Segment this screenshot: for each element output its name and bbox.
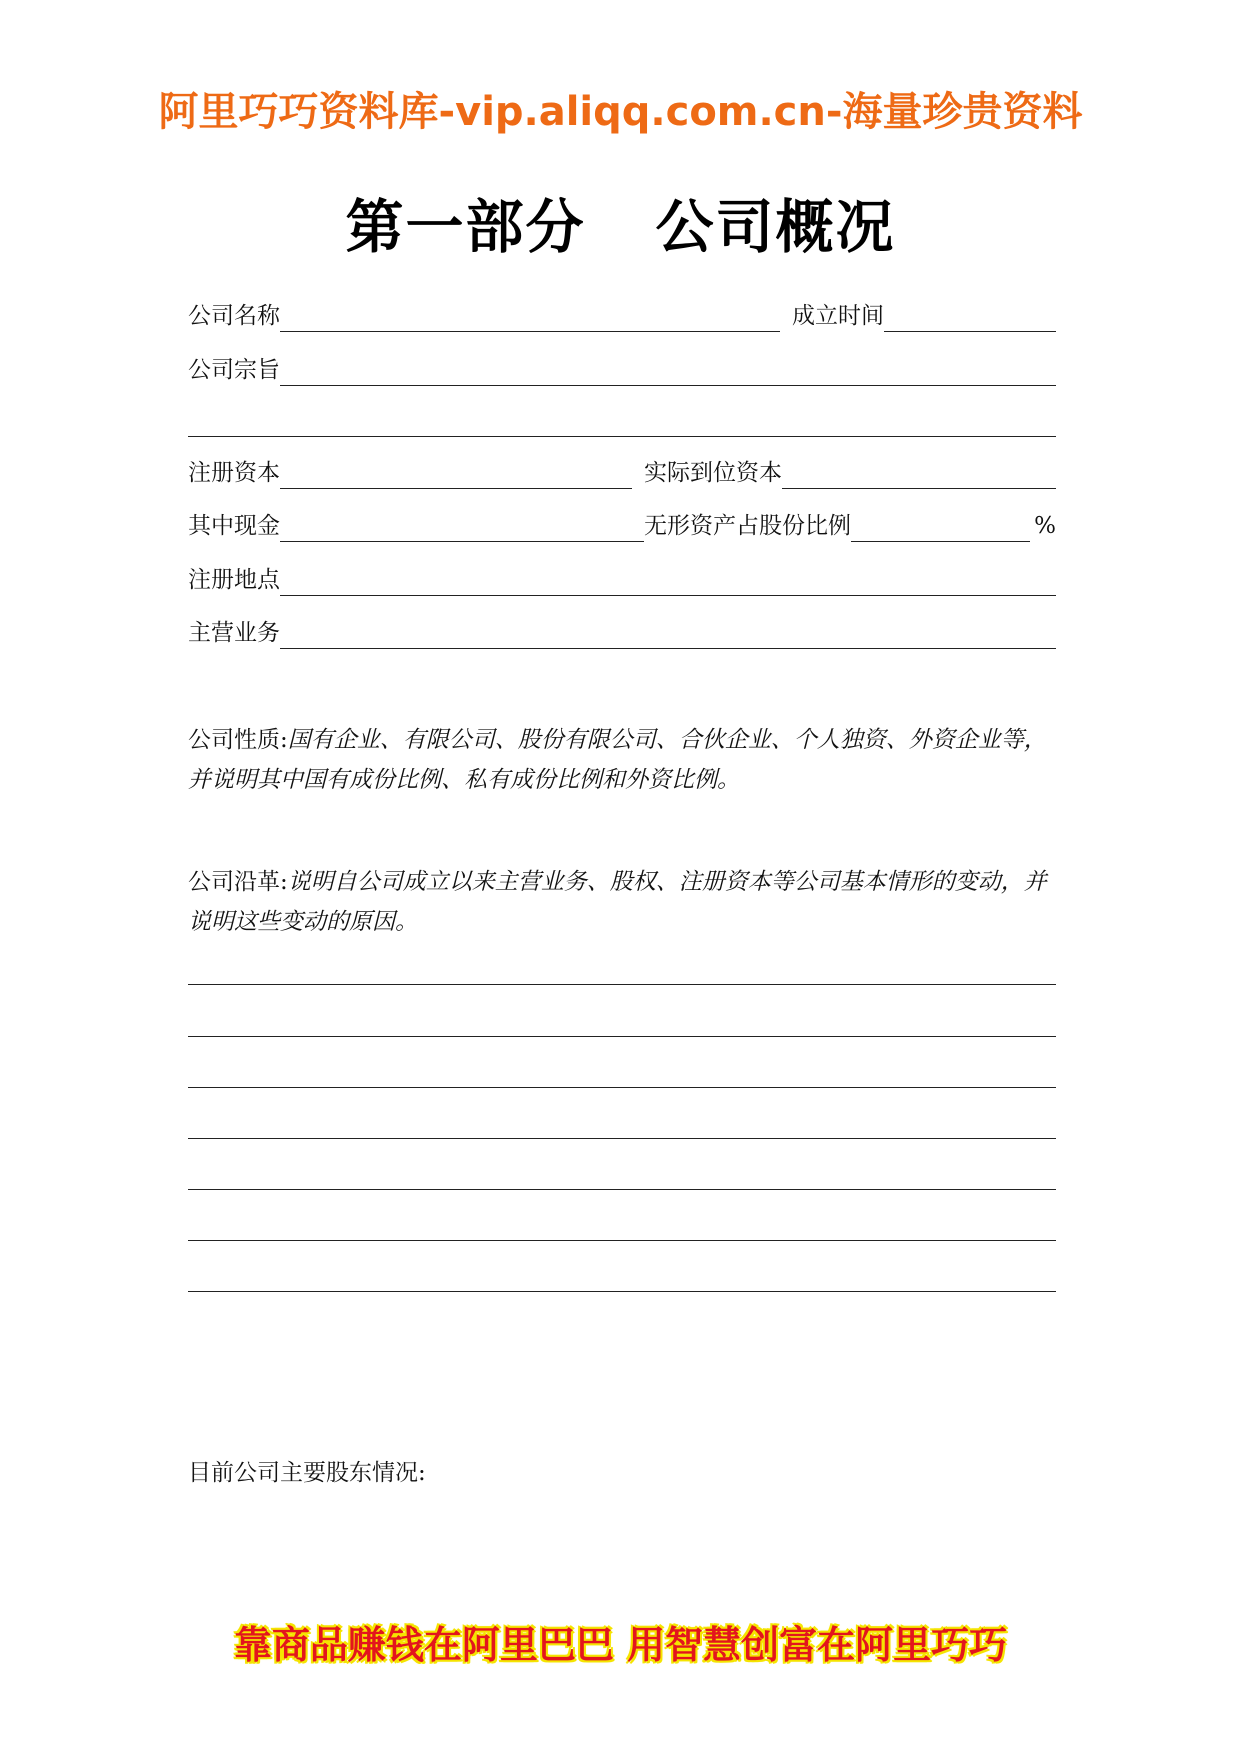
intangible-ratio-label: 无形资产占股份比例 (644, 513, 851, 539)
header-banner: 阿里巧巧资料库-vip.aliqq.com.cn-海量珍贵资料 (158, 89, 1083, 135)
company-name-field[interactable] (280, 305, 780, 332)
company-name-label: 公司名称 (188, 303, 280, 329)
row-address (188, 562, 1056, 596)
founded-field[interactable] (884, 305, 1056, 332)
shareholders-label: 目前公司主要股东情况: (188, 1460, 426, 1486)
row-cash (188, 508, 1056, 542)
paid-capital-label: 实际到位资本 (644, 460, 782, 486)
registered-address-field[interactable] (280, 569, 1056, 596)
main-business-field[interactable] (280, 622, 1056, 649)
history-line[interactable] (188, 1036, 1056, 1037)
history-line[interactable] (188, 1138, 1056, 1139)
row-purpose (188, 352, 1056, 386)
nature-label: 公司性质: (188, 727, 288, 753)
history-line[interactable] (188, 1291, 1056, 1292)
row-business (188, 615, 1056, 649)
history-line[interactable] (188, 984, 1056, 985)
registered-capital-field[interactable] (280, 462, 632, 489)
title-part: 第一部分 (345, 193, 586, 261)
cash-label: 其中现金 (188, 513, 280, 539)
nature-text: 国有企业、有限公司、股份有限公司、合伙企业、个人独资、外资企业等，并说明其中国有成份比例、私有成份比例和外资比例。 (188, 727, 1047, 793)
history-text: 说明自公司成立以来主营业务、股权、注册资本等公司基本情形的变动，并说明这些变动的原因。 (188, 869, 1047, 935)
company-nature (188, 720, 1068, 800)
main-business-label: 主营业务 (188, 620, 280, 646)
founded-label: 成立时间 (792, 303, 884, 329)
registered-capital-label: 注册资本 (188, 460, 280, 486)
history-line[interactable] (188, 1189, 1056, 1190)
company-history (188, 862, 1068, 942)
history-label: 公司沿革: (188, 869, 288, 895)
percent-sign: % (1034, 513, 1056, 539)
purpose-field-continued[interactable] (188, 436, 1056, 437)
title-name: 公司概况 (655, 193, 896, 261)
row-capital (188, 455, 1056, 489)
page-title (0, 180, 1241, 264)
row-company-name (188, 298, 1056, 332)
history-line[interactable] (188, 1087, 1056, 1088)
history-line[interactable] (188, 1240, 1056, 1241)
paid-capital-field[interactable] (782, 462, 1056, 489)
intangible-ratio-field[interactable] (851, 515, 1030, 542)
purpose-label: 公司宗旨 (188, 357, 280, 383)
cash-field[interactable] (280, 515, 644, 542)
purpose-field[interactable] (280, 359, 1056, 386)
registered-address-label: 注册地点 (188, 567, 280, 593)
footer-banner: 靠商品赚钱在阿里巴巴 用智慧创富在阿里巧巧 (233, 1623, 1008, 1667)
